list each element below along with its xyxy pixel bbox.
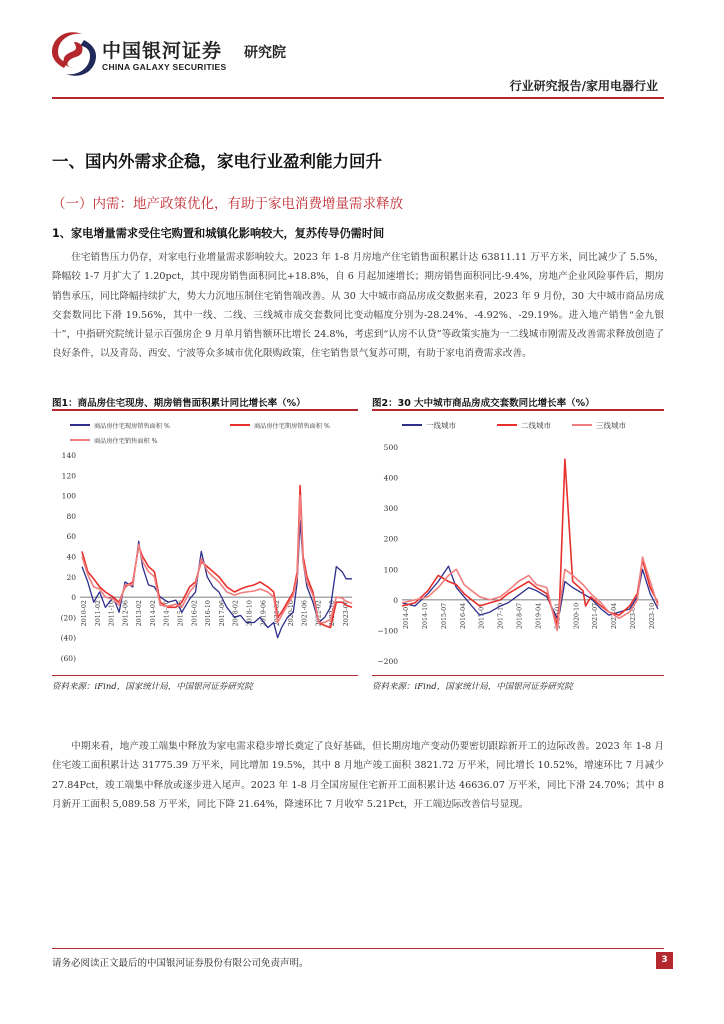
chart2-ytick-3: 200 xyxy=(383,534,398,544)
figure-2-chart xyxy=(372,412,664,670)
chart1-xtick-6: 2014-10 xyxy=(163,600,171,627)
chart1-legend-label-0: 商品房住宅现房销售面积 % xyxy=(94,423,170,430)
chart1-ytick-5: 40 xyxy=(66,552,76,562)
figure-1-top-rule xyxy=(52,409,358,411)
figure-1-chart xyxy=(52,412,358,670)
figure-2-svg xyxy=(372,412,664,670)
header-rule xyxy=(52,97,664,99)
chart1-xtick-16: 2021-06 xyxy=(301,600,309,627)
chart1-xtick-13: 2019-06 xyxy=(260,600,268,627)
chart2-xtick-11: 2022-04 xyxy=(611,602,619,630)
chart1-xtick-19: 2023-06 xyxy=(343,600,350,627)
chart1-ytick-8: (20) xyxy=(60,613,76,623)
chart2-xtick-13: 2023-10 xyxy=(649,602,656,630)
paragraph-1: 住宅销售压力仍存，对家电行业增量需求影响较大。2023 年 1-8 月房地产住宅销售面积累计达 63811.11 万平方米，同比减少了 5.5%，降幅较 1-7 月扩大了 1.20pct，其中现房销售面积同比+18.8%，自 6 月起加速增长；期房销售面积同比-9.4%，房地产企业风险事件后，期房销售承压，同比降幅持续扩大，势大力沉地压制住宅销售端改善。从 30 大中城市商品房成交数据来看，2023 年 9 月份，30 大中城市商品房成交套数同比下滑 19.56%，其中一线、二线、三线城市成交套数同比变动幅度分别为-28.24%、-4.92%、-29.19%。进入地产销售“金九银十”，中指研究院统计显示百强房企 9 月单月销售额环比增长 24.8%，考虑到“认房不认贷”等政策实施为一二线城市刚需及改善需求释放创造了良好条件，以及青岛、西安、宁波等众多城市优化限购政策，住宅销售景气复苏可期，有助于家电消费需求改善。 xyxy=(52,252,664,360)
chart1-legend-label-2: 商品房住宅销售面积 % xyxy=(94,438,158,445)
galaxy-logo-icon xyxy=(52,28,96,80)
chart2-ytick-5: 0 xyxy=(393,595,398,605)
chart1-ytick-7: 0 xyxy=(71,593,76,603)
footer-rule xyxy=(52,948,664,949)
section-heading-2: （一）内需：地产政策优化，有助于家电消费增量需求释放 xyxy=(52,196,403,212)
chart2-xtick-6: 2018-07 xyxy=(516,602,524,630)
figure-2-title: 图2：30 大中城市商品房成交套数同比增长率（%） xyxy=(372,398,595,409)
company-name-en: CHINA GALAXY SECURITIES xyxy=(102,62,227,72)
chart1-ytick-1: 120 xyxy=(61,471,76,481)
chart2-xtick-2: 2015-07 xyxy=(440,602,448,630)
chart2-ytick-6: −100 xyxy=(377,626,398,636)
chart2-ytick-1: 400 xyxy=(383,473,398,483)
figure-2-bottom-rule xyxy=(372,675,664,676)
chart1-ytick-9: (40) xyxy=(60,633,76,643)
chart1-xtick-8: 2016-02 xyxy=(191,600,199,627)
chart2-legend-label-1: 二线城市 xyxy=(521,421,551,430)
chart1-ytick-0: 140 xyxy=(61,451,76,460)
chart1-xtick-5: 2014-02 xyxy=(149,600,157,627)
chart2-xtick-12: 2023-01 xyxy=(630,602,638,630)
logo xyxy=(52,28,96,80)
chart2-xtick-5: 2017-10 xyxy=(497,602,505,630)
chart2-xtick-7: 2019-04 xyxy=(535,602,543,630)
figure-1-bottom-rule xyxy=(52,675,358,676)
chart1-ytick-4: 60 xyxy=(66,532,76,542)
chart2-xtick-1: 2014-10 xyxy=(421,602,429,630)
chart1-xtick-15: 2020-10 xyxy=(287,600,295,627)
chart1-ytick-10: (60) xyxy=(60,654,76,663)
chart2-xtick-3: 2016-04 xyxy=(459,602,467,630)
figure-2-source: 资料来源：iFind，国家统计局，中国银河证券研究院 xyxy=(372,682,573,692)
figure-1-title: 图1：商品房住宅现房、期房销售面积累计同比增长率（%） xyxy=(52,398,306,409)
paragraph-2: 中期来看，地产竣工端集中释放为家电需求稳步增长奠定了良好基础，但长期房地产变动仍要密切跟踪新开工的边际改善。2023 年 1-8 月住宅竣工面积累计达 31775.39 万平米，同比增加 19.5%，其中 8 月地产竣工面积 3821.72 万平米，同比增长 10.52%，增速环比 7 月减少 27.84Pct，竣工端集中释放或逐步进入尾声。2023 年 1-8 月全国房屋住宅新开工面积累计达 46636.07 万平米，同比下滑 24.70%；其中 8 月新开工面积 5,089.58 万平米，同比下降 21.64%，降速环比 7 月收窄 5.21Pct，开工端边际改善信号显现。 xyxy=(52,741,664,810)
chart1-ytick-3: 80 xyxy=(66,511,76,521)
chart2-xtick-4: 2017-01 xyxy=(478,602,486,630)
chart1-xtick-0: 2010-02 xyxy=(81,600,88,627)
chart2-xtick-10: 2021-07 xyxy=(592,602,600,630)
company-name-cn: 中国银河证券 xyxy=(102,40,223,62)
chart1-ytick-6: 20 xyxy=(66,572,76,582)
chart2-xtick-9: 2020-10 xyxy=(573,602,581,630)
chart2-ytick-0: 500 xyxy=(383,443,398,452)
chart1-xtick-11: 2018-02 xyxy=(232,600,240,627)
chart1-xtick-10: 2017-06 xyxy=(218,600,226,627)
chart1-legend-label-1: 商品房住宅期房销售面积 % xyxy=(254,423,330,430)
chart1-xtick-2: 2011-10 xyxy=(108,600,116,627)
chart1-xtick-4: 2013-02 xyxy=(136,600,144,627)
report-type: 行业研究报告/家用电器行业 xyxy=(509,79,658,93)
institute-label: 研究院 xyxy=(244,45,286,61)
page-number: 3 xyxy=(656,952,673,969)
chart1-xtick-18: 2022-10 xyxy=(329,600,337,627)
chart2-xtick-8: 2020-01 xyxy=(554,602,562,630)
figure-2-top-rule xyxy=(372,409,664,411)
chart2-ytick-2: 300 xyxy=(383,504,398,514)
chart2-legend-label-0: 一线城市 xyxy=(426,421,456,430)
chart1-xtick-3: 2012-06 xyxy=(122,600,130,627)
chart1-xtick-7: 2015-06 xyxy=(177,600,185,627)
chart1-xtick-1: 2011-02 xyxy=(94,600,102,627)
figure-1-source: 资料来源：iFind，国家统计局，中国银河证券研究院 xyxy=(52,682,253,692)
chart1-ytick-2: 100 xyxy=(61,491,76,501)
section-heading-3: 1、家电增量需求受住宅购置和城镇化影响较大，复苏传导仍需时间 xyxy=(52,227,385,240)
chart1-xtick-14: 2020-02 xyxy=(274,600,282,627)
chart2-ytick-4: 100 xyxy=(383,565,398,575)
footer-disclaimer: 请务必阅读正文最后的中国银河证券股份有限公司免责声明。 xyxy=(52,958,309,969)
chart1-xtick-12: 2018-10 xyxy=(246,600,254,627)
chart2-ytick-7: −200 xyxy=(377,657,398,666)
section-heading-1: 一、国内外需求企稳，家电行业盈利能力回升 xyxy=(52,152,382,171)
chart2-legend-label-2: 三线城市 xyxy=(596,421,626,430)
chart1-xtick-17: 2022-02 xyxy=(315,600,323,627)
chart2-xtick-0: 2014-01 xyxy=(403,602,410,630)
figure-1-svg xyxy=(52,412,358,670)
chart1-xtick-9: 2016-10 xyxy=(205,600,213,627)
